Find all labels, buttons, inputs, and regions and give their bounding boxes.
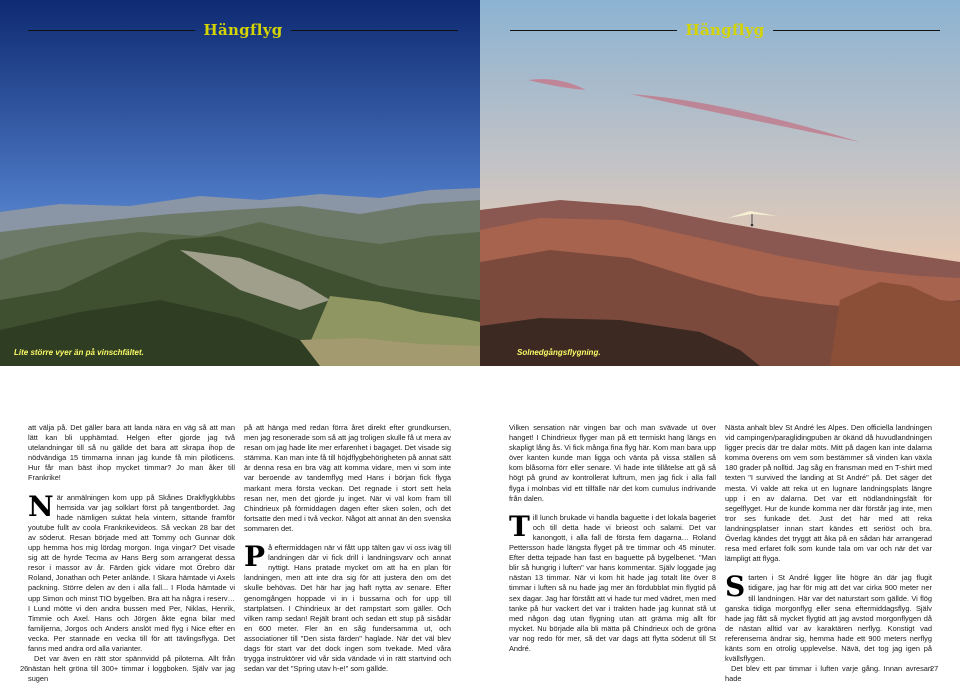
sunset-hangglider-image	[480, 0, 960, 366]
sunset-hangglider-photo	[480, 0, 960, 366]
right-page-header	[510, 18, 940, 42]
left-page-header	[28, 18, 458, 42]
photo-caption-right: Solnedgångsflygning.	[517, 348, 601, 357]
page-number-right: 27	[930, 664, 939, 673]
text-column-4	[725, 423, 932, 684]
mountain-valley-image	[0, 0, 480, 366]
text-column-2	[244, 423, 451, 674]
paragraph-text: är anmälningen kom upp på Skånes Drakflygklubbs hemsida var jag solklart först på tangentbordet. Jag hade nämligen suktat hela vintern, sittande framför youtube fullt av coola Frankrikevideos. Så veckan 28 bar det av söderut. Resan började med att Tommy och Gunnar dök upp hemma hos mig lördag morgon. Inga vingar? Det visade sig att de hyrde Tecma av Hans Berg som arrangerat dessa resor i massor av år. Färden gick vidare mot Örebro där Roland, Jonathan och Peter anlände. I Skara hämtade vi Axels packning. Större delen av den i alla fall... I Floda hämtade vi upp Simon och minst TIO bygelben. Bra att ha några i reserv… I Lund mötte vi den andra bussen med Per, Niklas, Henrik, Timmie och Axel. Hans och Jörgen åkte egna bilar med familjerna, Jorgos och Anders anslöt med flyg i Nice efter en vecka. Per stannade en vecka till för att tävlingsflyga. Det fanns med andra ord alla varianter.	[28, 492, 235, 653]
header-rule	[28, 30, 195, 31]
header-rule	[510, 30, 677, 31]
page-number-left: 26	[20, 664, 29, 673]
header-rule	[291, 30, 458, 31]
paragraph: Det var även en rätt stor spännvidd på piloterna. Allt från nästan helt gröna till 300+ timmar i loggboken. Själv var jag sugen	[28, 654, 235, 684]
drop-cap: N	[28, 489, 54, 523]
mountain-valley-photo	[0, 0, 480, 366]
paragraph-with-dropcap	[244, 540, 451, 674]
paragraph-with-dropcap	[725, 570, 932, 664]
header-rule	[773, 30, 940, 31]
paragraph-with-dropcap	[509, 509, 716, 654]
paragraph-with-dropcap	[28, 489, 235, 655]
text-column-3	[509, 423, 716, 654]
paragraph: på att hänga med redan förra året direkt efter grundkursen, men jag resonerade som så att jag troligen skulle få ut mera av resan om jag hade lite mer erfarenhet i bagaget. Det visade sig stämma. Kan man inte få till höjdflygbehörigheten på annat sätt är denna resa en bra väg att komma vidare, men vi som inte var beroende av tandemflyg med Hans i början fick flyga markant mera första veckan. Det regnade i stort sett hela resan ner, men det gjorde ju inget. När vi väl kom fram till Chindrieux på förmiddagen dagen efter sken solen, och det fortsatte den med i två veckor. Något att annat än den svenska sommaren det.	[244, 423, 451, 533]
paragraph: Vilken sensation när vingen bar och man svävade ut över hanget! I Chindrieux flyger man på ett termiskt hang längs en skapligt lång ås. Vi fick många fina flyg här. Kom man bara upp över kanten kunde man ligga och vänta på vissa ställen så kom blåsorna förr eller senare. Vi hade inte tillåtelse att gå så högt på grund av kontrollerat luftrum, men jag fick i alla fall flyga i molnbas vid ett tillfälle när det kom cumulus indrivande från dalen.	[509, 423, 716, 503]
photo-caption-left: Lite större vyer än på vinschfältet.	[14, 348, 144, 357]
drop-cap: T	[509, 509, 530, 543]
paragraph-text: ill lunch brukade vi handla baguette i det lokala bageriet och till detta hade vi brieost och salami. Det var kanongott, i alla fall de första fem dagarna… Roland Pettersson hade längsta flyget på tre timmar och 45 minuter. Efter detta tejpade han fast en baguette på bygelbenet. "Man blir så hungrig i luften" var hans kommentar. Själv loggade jag nästan 13 timmar. När vi kom hit hade jag totalt lite över 8 timmar i luften så nu hade jag mer än fördubblat min flygtid på sex dagar. Jag har förstått att vi hade tur med vädret, men med tanke på hur vackert det var i trakten hade jag kunnat stå ut med någon dag utan flygning utan att gräma mig allt för mycket. Nu började alla bli mätta på Chindrieux och de gröna var nog redo för mer, så det var dags att flytta söderut till St André.	[509, 512, 716, 653]
section-title: Hängflyg	[203, 21, 283, 39]
drop-cap: S	[725, 570, 746, 604]
paragraph-text: å eftermiddagen när vi fått upp tälten gav vi oss iväg till landningen där vi fick drill i landningsvarv och annat nyttigt. Hans pratade mycket om att ha en plan för landningen, men att inte dra sig för att justera den om det skulle behövas. Det här har jag haft nytta av senare. Efter genomgången hoppade vi in i bussarna och for upp till startplatsen. I Chindrieux är det rampstart som gäller. Och vilken ramp sedan! Rejält brant och sedan ett stup på sisådär en 600 meter. Fler än en såg fundersamma ut, och associationer till "Den sista färden" haglade. När det väl blev dags för start var det dock ingen som tvekade. Med våra trygga instruktörer vid vår sida vändade vi in rätt startvind och sedan var det "Spring utav h-e!" som gällde.	[244, 543, 451, 674]
paragraph-text: tarten i St André ligger lite högre än där jag flugit tidigare, jag har för mig att det var cirka 900 meter ner till landningen. Här var det naturstart som gällde. Vi flög ganska tidiga morgonflyg eller sena eftermiddagsflyg. Själv hade jag fått så mycket flygtid att jag avstod morgonflygen då de nästan alltid var av karaktären nerflyg. Konstigt vad referenserna ändrar sig, hemma hade ett 900 meters nerflyg känts som en otrolig upplevelse. Nävä, det tog jag igen på kvällsflygen.	[725, 573, 932, 664]
paragraph: Det blev ett par timmar i luften varje gång. Innan avresan hade	[725, 664, 932, 684]
paragraph: Nästa anhalt blev St André les Alpes. Den officiella landningen vid campingen/paraglidingpuben är ökänd då huvudlandningen ligger precis där tre dalar möts. Mitt på dagen kan inte dalarna komma överens om vem som bestämmer så vinden kan växla 180 grader på nolltid. Jag såg en fransman med en T-shirt med texten "I survived the landing at St André" på. Det säger det mesta. Vi valde att reka ut en lugnare landningsplats längre upp i en av dalarna. Det var ett nödlandningsfält för segelflyget. Hur de kunde komma ner där förstår jag inte, men tror ses funkade det. Just det här med att reka landningsplatser innan start kändes ett seriöst och bra. Överlag kändes det tryggt att åka på en sådan här arrangerad resa med erfaret folk som kunde tala om var och när det var lämpligt att flyga.	[725, 423, 932, 564]
paragraph: att välja på. Det gäller bara att landa nära en väg så att man lätt kan bli upphämtad. Helgen efter gjorde jag två utelandningar till så nu gällde det bara att skrapa ihop de nödvändiga 15 timmarna innan jag kunde få min pilotlicens. Hur får man bäst ihop mycket timmar? Jo man åker till Frankrike!	[28, 423, 235, 483]
section-title: Hängflyg	[685, 21, 765, 39]
text-column-1	[28, 423, 235, 684]
drop-cap: P	[244, 540, 266, 574]
